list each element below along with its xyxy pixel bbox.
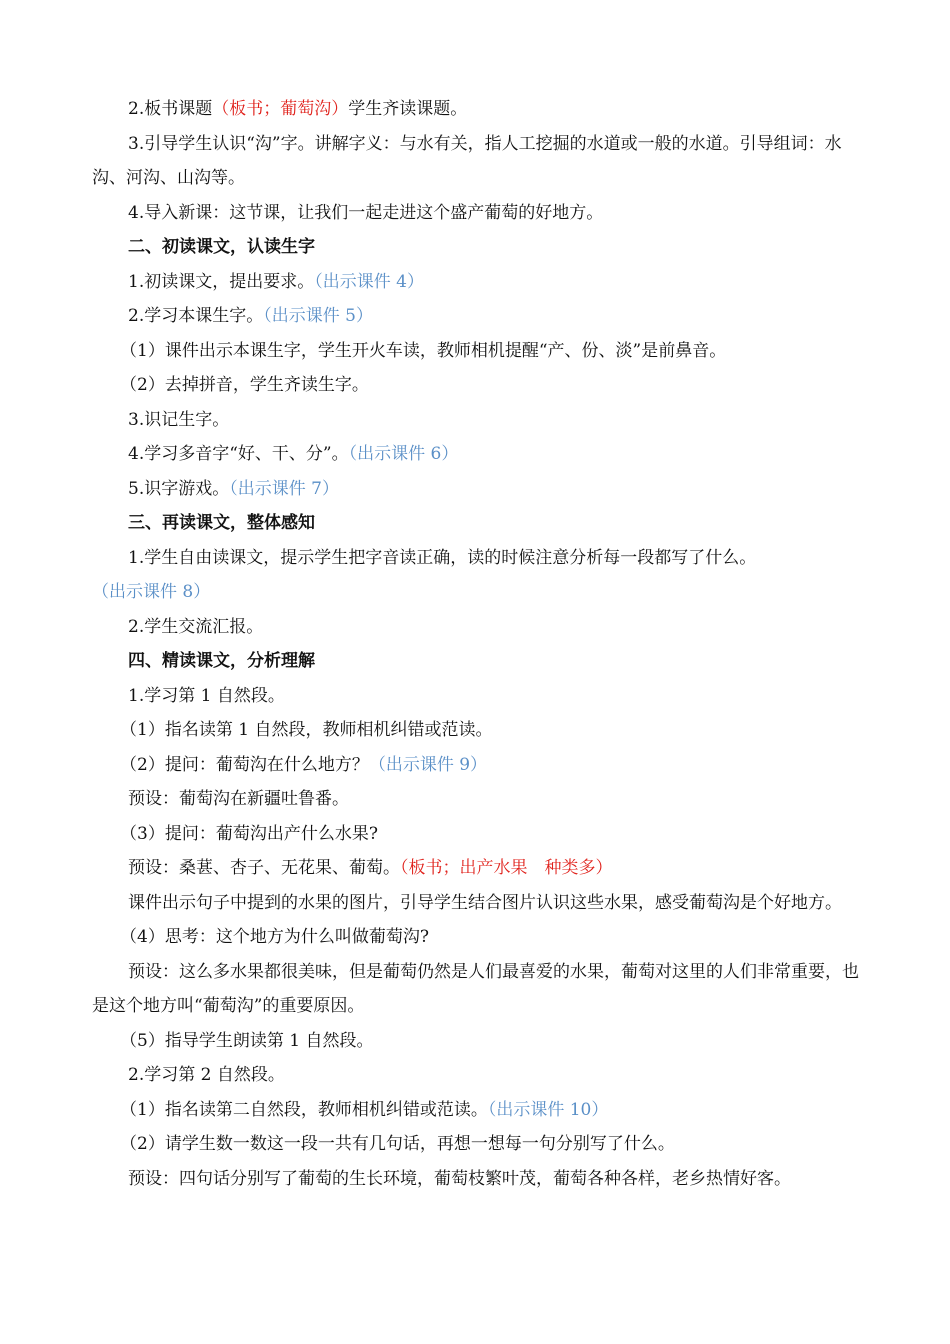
text-segment: 4.导入新课：这节课，让我们一起走进这个盛产葡萄的好地方。 [128,202,604,223]
text-segment: 4.学习多音字“好、干、分”。 [128,444,349,464]
text-segment: （3）提问：葡萄沟出产什么水果? [120,823,378,844]
paragraph-line [92,1162,872,1197]
courseware-note: （出示课件 9） [368,754,488,775]
text-segment: 2.板书课题 [128,99,213,119]
paragraph-line [92,92,872,127]
paragraph: 课件出示句子中提到的水果的图片，引导学生结合图片认识这些水果，感受葡萄沟是个好地方。 [128,892,842,913]
text-segment: （2）去掉拼音，学生齐读生字。 [120,375,369,395]
text-segment: 1.学生自由读课文，提示学生把字音读正确，读的时候注意分析每一段都写了什么。 [128,547,757,568]
courseware-note: （出示课件 7） [229,478,339,499]
paragraph-line [92,851,872,886]
paragraph-line [92,575,872,610]
paragraph-line [92,403,872,438]
text-segment: 四、精读课文，分析理解 [128,651,315,671]
paragraph-line [92,196,872,231]
text-segment: 预设：桑葚、杏子、无花果、葡萄。 [128,858,400,878]
text-segment: （1）指名读第 1 自然段，教师相机纠错或范读。 [120,720,493,740]
section-heading [92,644,872,679]
text-segment: （2）请学生数一数这一段一共有几句话，再想一想每一句分别写了什么。 [120,1134,675,1154]
text-segment: 预设：葡萄沟在新疆吐鲁番。 [128,789,349,809]
text-segment: 1.学习第 1 自然段。 [128,685,285,706]
text-segment: 5.识字游戏。 [128,478,230,499]
paragraph-line [92,610,872,645]
board-note: （板书；出产水果 种类多） [400,858,613,878]
paragraph-line [92,1024,872,1059]
section-heading [92,230,872,265]
text-segment: 学生齐读课题。 [348,99,468,119]
courseware-note: （出示课件 4） [314,271,424,292]
paragraph-line [92,782,872,817]
paragraph-line [92,920,872,955]
section-heading [92,506,872,541]
text-segment: 三、再读课文，整体感知 [128,513,315,533]
courseware-note: （出示课件 8） [92,582,211,602]
board-note: （板书；葡萄沟） [212,99,349,119]
courseware-note: （出示课件 5） [263,306,373,326]
text-segment: （4）思考：这个地方为什么叫做葡萄沟? [120,927,429,947]
text-segment: 2.学习本课生字。 [128,306,264,326]
document-page [92,92,872,1196]
courseware-note: （出示课件 6） [348,444,459,464]
paragraph-line [92,1058,872,1093]
text-segment: 2.学习第 2 自然段。 [128,1065,285,1085]
paragraph-line [92,265,872,300]
text-segment: 预设：四句话分别写了葡萄的生长环境，葡萄枝繁叶茂，葡萄各种各样，老乡热情好客。 [128,1168,791,1189]
paragraph-line [92,679,872,714]
paragraph: 预设：这么多水果都很美味，但是葡萄仍然是人们最喜爱的水果，葡萄对这里的人们非常重要，也是这个地方叫“葡萄沟”的重要原因。 [92,961,859,1016]
paragraph: 3.引导学生认识“沟”字。讲解字义：与水有关，指人工挖掘的水道或一般的水道。引导组词：水沟、河沟、山沟等。 [92,133,842,188]
text-segment: （1）课件出示本课生字，学生开火车读，教师相机提醒“产、份、淡”是前鼻音。 [120,340,727,361]
paragraph-line [92,368,872,403]
paragraph-line [92,299,872,334]
text-segment: 3.识记生字。 [128,409,230,430]
paragraph-line [92,334,872,369]
text-segment: （2）提问：葡萄沟在什么地方？ [120,754,369,775]
paragraph-line [92,748,872,783]
courseware-note: （出示课件 10） [487,1099,609,1120]
text-segment: 2.学生交流汇报。 [128,616,264,637]
paragraph-line [92,713,872,748]
paragraph-line [92,1127,872,1162]
paragraph-line [92,541,872,576]
text-segment: （1）指名读第二自然段，教师相机纠错或范读。 [120,1099,488,1120]
paragraph-line [92,817,872,852]
text-segment: 1.初读课文，提出要求。 [128,271,315,292]
paragraph-line [92,437,872,472]
text-segment: 二、初读课文，认读生字 [128,237,315,257]
text-segment: （5）指导学生朗读第 1 自然段。 [120,1030,374,1051]
paragraph-line [92,1093,872,1128]
paragraph-line [92,472,872,507]
